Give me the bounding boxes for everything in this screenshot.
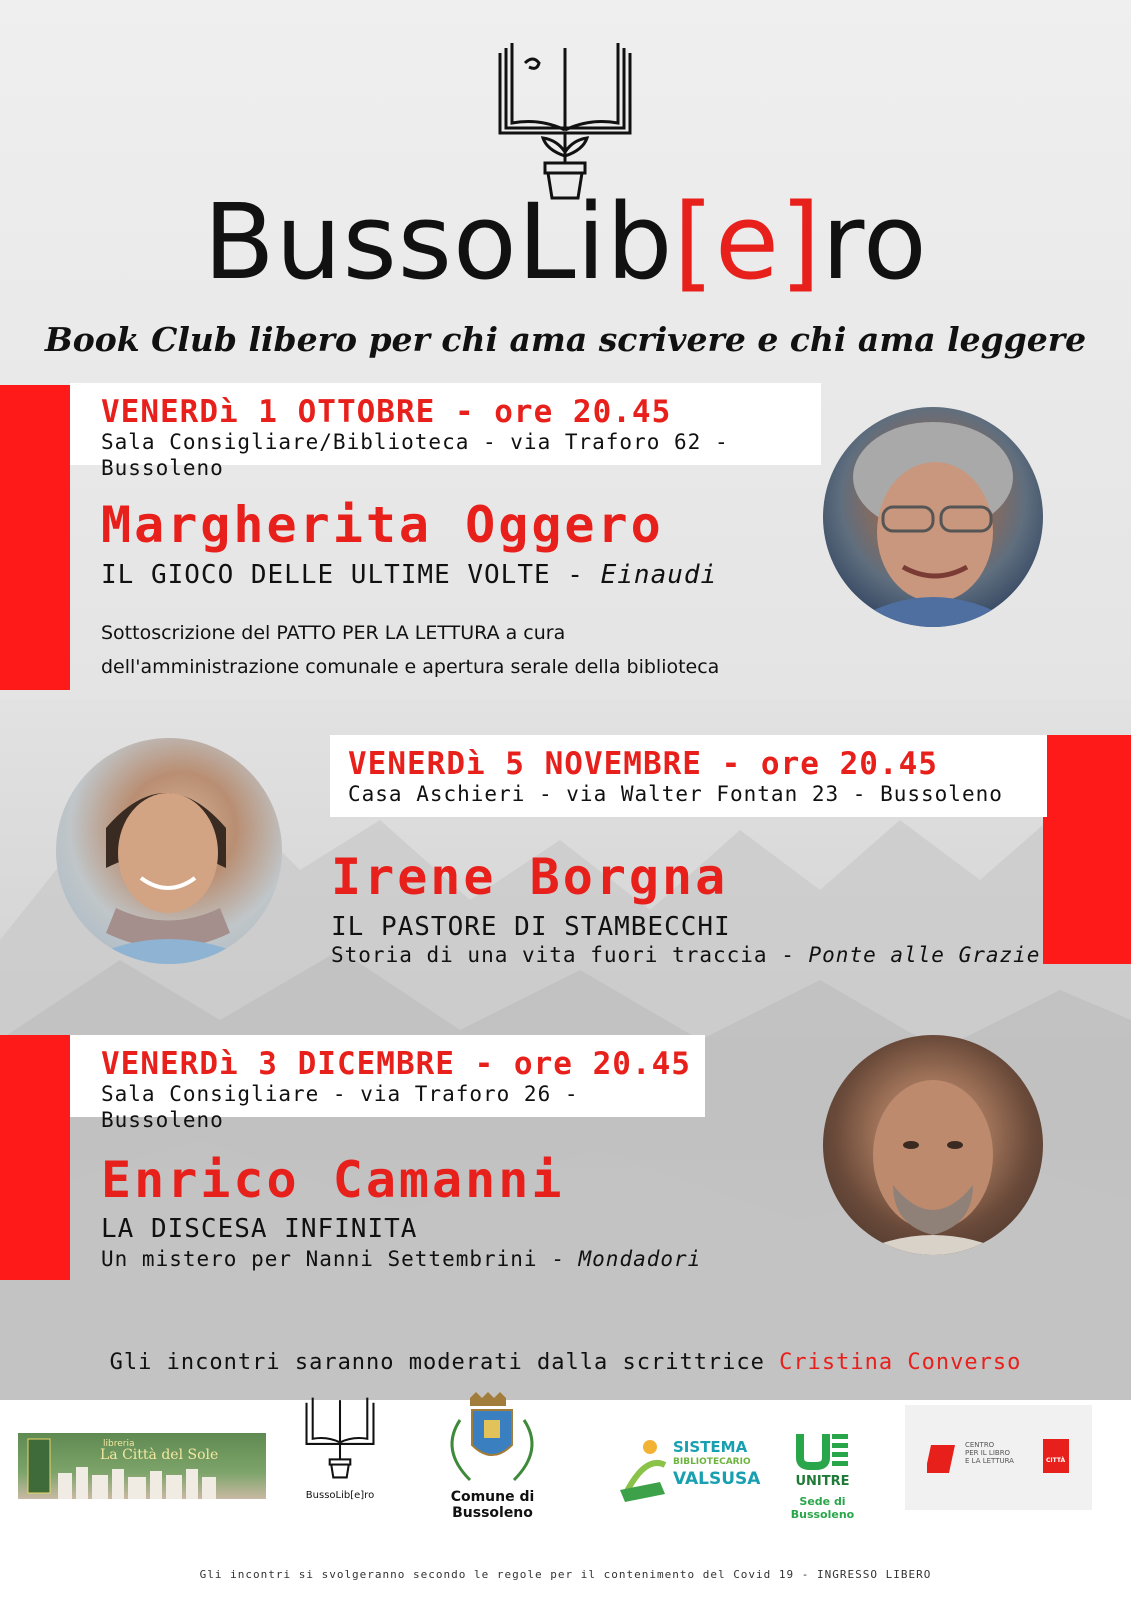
- event-1-date: VENERDì 1 OTTOBRE - ore 20.45: [101, 394, 672, 430]
- event-3-date-box: [70, 1035, 705, 1132]
- sistema-label-2: BIBLIOTECARIO: [673, 1457, 751, 1467]
- centro-line-3: E LA LETTURA: [965, 1457, 1014, 1465]
- event-1-note: [101, 616, 719, 684]
- libreria-small-label: libreria: [103, 1439, 135, 1449]
- author-photo-oggero: [823, 407, 1043, 627]
- event-1-date-box: [70, 383, 821, 480]
- unitre-mark-icon: [770, 1430, 875, 1470]
- centro-book-icon: [927, 1437, 967, 1477]
- event-1-note-line-1: Sottoscrizione del PATTO PER LA LETTURA a cura: [101, 622, 566, 644]
- logo-centro-per-il-libro: [905, 1405, 1092, 1510]
- event-2-date-box: [330, 735, 1047, 817]
- logo-comune-di-bussoleno: [410, 1390, 575, 1521]
- event-3-place: Sala Consigliare - via Traforo 26 - Bussoleno: [101, 1082, 579, 1132]
- brand-suffix: ro: [821, 181, 928, 303]
- event-1-book: IL GIOCO DELLE ULTIME VOLTE - Einaudi: [101, 560, 718, 590]
- logo-sistema-bibliotecario-valsusa: [615, 1435, 761, 1505]
- event-2-subtitle: Storia di una vita fuori traccia: [331, 943, 768, 967]
- centro-line-2: PER IL LIBRO: [965, 1449, 1011, 1457]
- coat-of-arms-icon: [410, 1390, 575, 1485]
- brand-bracket: [e]: [673, 181, 822, 303]
- tagline: Book Club libero per chi ama scrivere e chi ama leggere: [44, 320, 1087, 359]
- centro-line-1: CENTRO: [965, 1441, 995, 1449]
- event-1-author: Margherita Oggero: [101, 496, 664, 554]
- unitre-label: UNITRE: [795, 1474, 850, 1489]
- unitre-sub-label: Sede di Bussoleno: [790, 1495, 855, 1521]
- event-2-subtitle-line: Storia di una vita fuori traccia - Ponte alle Grazie: [331, 943, 1041, 967]
- comune-label: Comune di Bussoleno: [450, 1489, 535, 1521]
- event-2-place: Casa Aschieri - via Walter Fontan 23 - Bussoleno: [348, 782, 1003, 806]
- event-2-publisher: Ponte alle Grazie: [808, 943, 1041, 967]
- book-plant-logo-icon: [490, 38, 640, 203]
- red-bar-event-3: [0, 1035, 70, 1280]
- event-1-publisher: Einaudi: [600, 560, 718, 590]
- event-1-book-title: IL GIOCO DELLE ULTIME VOLTE: [101, 560, 551, 590]
- event-3-author: Enrico Camanni: [101, 1151, 565, 1209]
- event-1-note-line-2: dell'amministrazione comunale e apertura serale della biblioteca: [101, 656, 720, 678]
- event-3-publisher: Mondadori: [578, 1247, 702, 1271]
- event-2-date: VENERDì 5 NOVEMBRE - ore 20.45: [348, 746, 938, 782]
- logo-la-citta-del-sole: [18, 1433, 266, 1499]
- brand-prefix: BussoLib: [203, 181, 674, 303]
- author-photo-borgna: [56, 738, 282, 964]
- event-3-subtitle: Un mistero per Nanni Settembrini: [101, 1247, 538, 1271]
- logo-unitre: [770, 1430, 875, 1521]
- reader-figure-icon: [615, 1435, 670, 1505]
- event-3-subtitle-line: Un mistero per Nanni Settembrini - Mondadori: [101, 1247, 702, 1271]
- moderator-text: Gli incontri saranno moderati dalla scrittrice: [109, 1350, 765, 1375]
- red-bar-event-2: [1043, 735, 1131, 964]
- book-plant-small-icon: [300, 1395, 380, 1480]
- logo-bussolibero-small: [300, 1395, 380, 1505]
- author-photo-camanni: [823, 1035, 1043, 1255]
- disclaimer: Gli incontri si svolgeranno secondo le regole per il contenimento del Covid 19 - INGRESSO LIBERO: [199, 1568, 932, 1581]
- bussolibero-small-label: BussoLib[e]ro: [305, 1490, 375, 1501]
- red-bar-event-1: [0, 385, 70, 690]
- moderator-name: Cristina Converso: [779, 1350, 1022, 1375]
- citta-badge: [1043, 1439, 1069, 1473]
- event-3-book: LA DISCESA INFINITA: [101, 1214, 418, 1244]
- libreria-label: La Città del Sole: [100, 1447, 219, 1463]
- event-2-book: IL PASTORE DI STAMBECCHI: [331, 912, 731, 942]
- event-2-author: Irene Borgna: [331, 848, 729, 906]
- sistema-label-3: VALSUSA: [673, 1469, 761, 1489]
- brand-title: [0, 181, 1131, 303]
- centro-label: [965, 1441, 1014, 1465]
- sistema-label-1: SISTEMA: [673, 1438, 748, 1456]
- citta-label: CITTÀ: [1046, 1457, 1066, 1464]
- event-1-place: Sala Consigliare/Biblioteca - via Traforo 62 - Bussoleno: [101, 430, 729, 480]
- moderator-line: [0, 1350, 1131, 1375]
- event-3-date: VENERDì 3 DICEMBRE - ore 20.45: [101, 1046, 691, 1082]
